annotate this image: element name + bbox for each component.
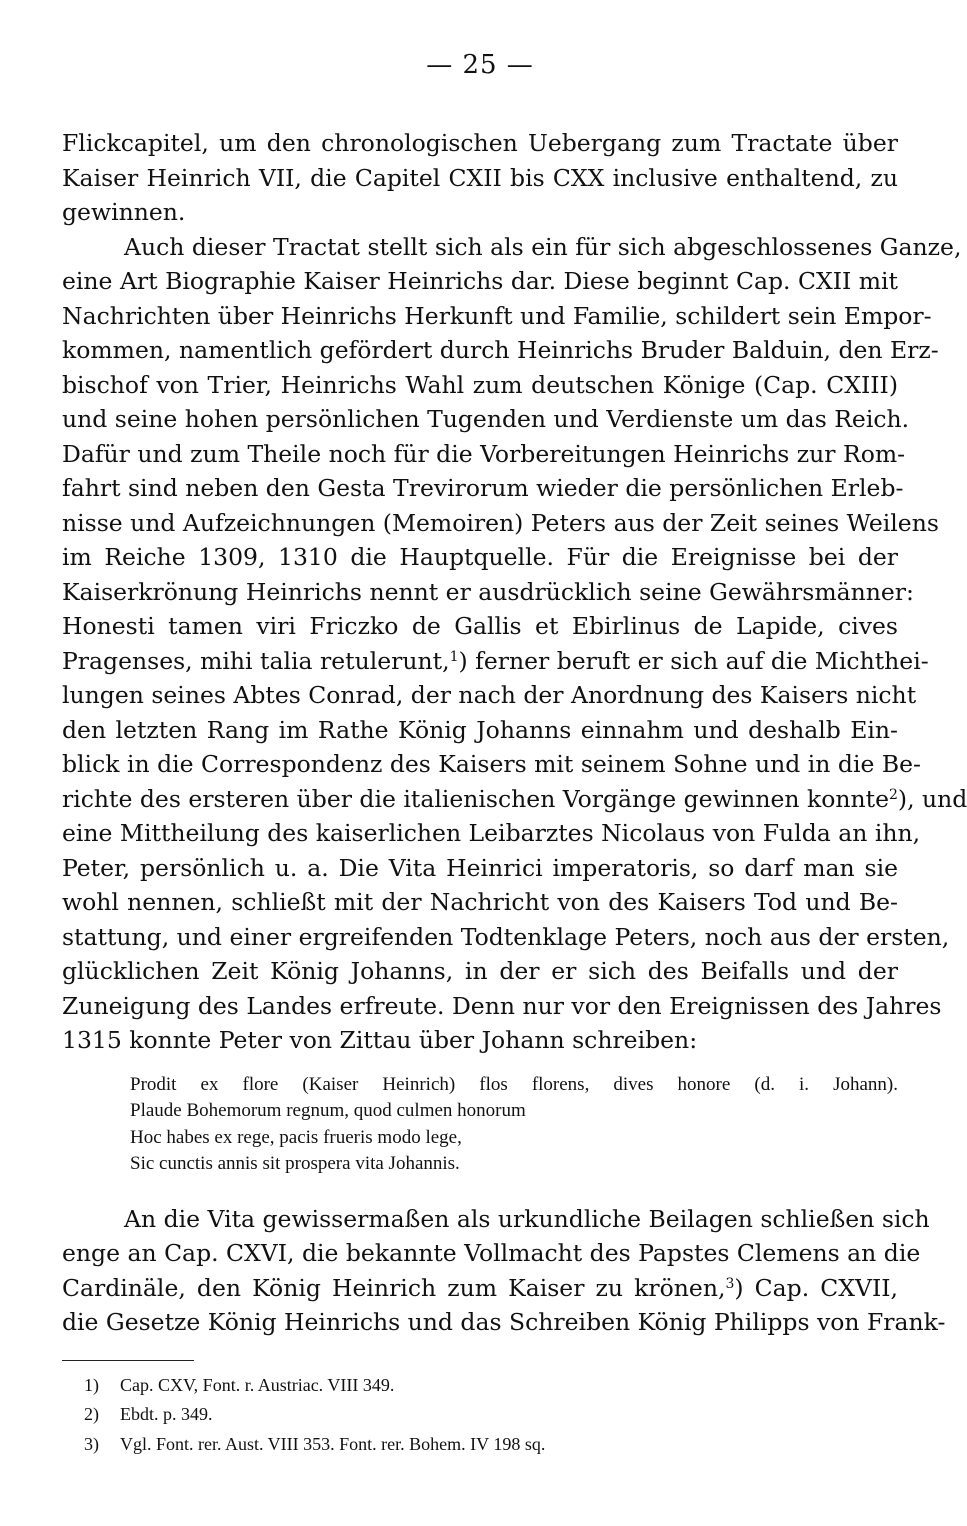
footnote-text: Vgl. Font. rer. Aust. VIII 353. Font. rer. Bohem. IV 198 sq. — [120, 1433, 546, 1454]
text-segment: Pragenses, mihi talia retulerunt, — [62, 646, 450, 675]
text-line: Dafür und zum Theile noch für die Vorbereitungen Heinrichs zur Rom- — [62, 439, 906, 468]
paragraph-3 — [62, 1202, 946, 1340]
text-segment: richte des ersteren über die italienischen Vorgänge gewinnen konnte — [62, 784, 889, 813]
text-line — [62, 644, 929, 679]
text-line: im Reiche 1309, 1310 die Hauptquelle. Für die Ereignisse bei der — [62, 543, 898, 571]
text-line: den letzten Rang im Rathe König Johanns einnahm und deshalb Ein- — [62, 715, 898, 744]
text-line: 1315 konnte Peter von Zittau über Johann schreiben: — [62, 1026, 698, 1054]
text-line: nisse und Aufzeichnungen (Memoiren) Peters aus der Zeit seines Weilens — [62, 508, 939, 537]
text-line: Peter, persönlich u. a. Die Vita Heinrici imperatoris, so darf man sie — [62, 853, 898, 882]
paragraph-1 — [62, 126, 898, 230]
document-page — [62, 50, 967, 1459]
text-line: kommen, namentlich gefördert durch Heinrichs Bruder Balduin, den Erz- — [62, 336, 939, 364]
text-line: bischof von Trier, Heinrichs Wahl zum deutschen Könige (Cap. CXIII) — [62, 370, 898, 399]
text-segment: Cardinäle, den König Heinrich zum Kaiser zu krönen, — [62, 1273, 726, 1302]
text-line: fahrt sind neben den Gesta Trevirorum wieder die persönlichen Erleb- — [62, 474, 904, 502]
paragraph-2 — [62, 230, 967, 1058]
verse-quote — [130, 1072, 898, 1178]
text-line: blick in die Correspondenz des Kaisers mit seinem Sohne und in die Be- — [62, 750, 921, 778]
text-line — [62, 782, 967, 817]
footnote-text: Ebdt. p. 349. — [120, 1404, 213, 1424]
footnotes — [84, 1371, 898, 1460]
text-line: Kaiserkrönung Heinrichs nennt er ausdrücklich seine Gewährsmänner: — [62, 577, 914, 606]
text-line: stattung, und einer ergreifenden Todtenklage Peters, noch aus der ersten, — [62, 922, 950, 951]
verse-line: Prodit ex flore (Kaiser Heinrich) flos florens, dives honore (d. i. Johann). — [130, 1073, 898, 1095]
text-line: Auch dieser Tractat stellt sich als ein für sich abgeschlossenes Ganze, — [124, 232, 962, 261]
text-line: Nachrichten über Heinrichs Herkunft und Familie, schildert sein Empor- — [62, 301, 932, 330]
text-line: und seine hohen persönlichen Tugenden und Verdienste um das Reich. — [62, 405, 910, 433]
footnote-number: 1) — [84, 1374, 99, 1395]
text-line: Honesti tamen viri Friczko de Gallis et Ebirlinus de Lapide, cives — [62, 612, 898, 640]
page-number: — 25 — — [426, 50, 534, 80]
footnote-divider — [62, 1360, 194, 1361]
text-line — [62, 1271, 898, 1306]
footnote-number: 2) — [84, 1404, 99, 1424]
text-segment: ) ferner beruft er sich auf die Michthei- — [458, 646, 929, 675]
footnote-ref: 1 — [449, 648, 459, 665]
footnote-number: 3) — [84, 1433, 99, 1454]
footnote — [84, 1400, 898, 1430]
text-segment: ) Cap. CXVII, — [734, 1273, 898, 1302]
text-line: enge an Cap. CXVI, die bekannte Vollmacht des Papstes Clemens an die — [62, 1239, 921, 1267]
footnote — [84, 1430, 898, 1460]
text-line: Flickcapitel, um den chronologischen Uebergang zum Tractate über — [62, 129, 898, 157]
text-line: An die Vita gewissermaßen als urkundliche Beilagen schließen sich — [124, 1204, 930, 1233]
verse-line: Hoc habes ex rege, pacis frueris modo lege, — [130, 1126, 462, 1148]
text-line: wohl nennen, schließt mit der Nachricht von des Kaisers Tod und Be- — [62, 888, 898, 916]
verse-line: Plaude Bohemorum regnum, quod culmen honorum — [130, 1100, 526, 1121]
text-line: Zuneigung des Landes erfreute. Denn nur vor den Ereignissen des Jahres — [62, 991, 942, 1020]
text-line: gewinnen. — [62, 198, 186, 226]
text-segment: ), und — [897, 784, 967, 813]
text-line: die Gesetze König Heinrichs und das Schreiben König Philipps von Frank- — [62, 1308, 946, 1336]
text-line: eine Art Biographie Kaiser Heinrichs dar. Diese beginnt Cap. CXII mit — [62, 267, 898, 295]
verse-line: Sic cunctis annis sit prospera vita Johannis. — [130, 1153, 460, 1174]
footnote-ref: 3 — [725, 1275, 735, 1292]
text-line: eine Mittheilung des kaiserlichen Leibarztes Nicolaus von Fulda an ihn, — [62, 819, 921, 847]
text-line: Kaiser Heinrich VII, die Capitel CXII bis CXX inclusive enthaltend, zu — [62, 163, 898, 192]
footnote — [84, 1371, 898, 1401]
text-line: glücklichen Zeit König Johanns, in der er sich des Beifalls und der — [62, 957, 898, 985]
footnote-ref: 2 — [888, 786, 898, 803]
footnote-text: Cap. CXV, Font. r. Austriac. VIII 349. — [120, 1374, 395, 1395]
text-line: lungen seines Abtes Conrad, der nach der Anordnung des Kaisers nicht — [62, 681, 917, 709]
